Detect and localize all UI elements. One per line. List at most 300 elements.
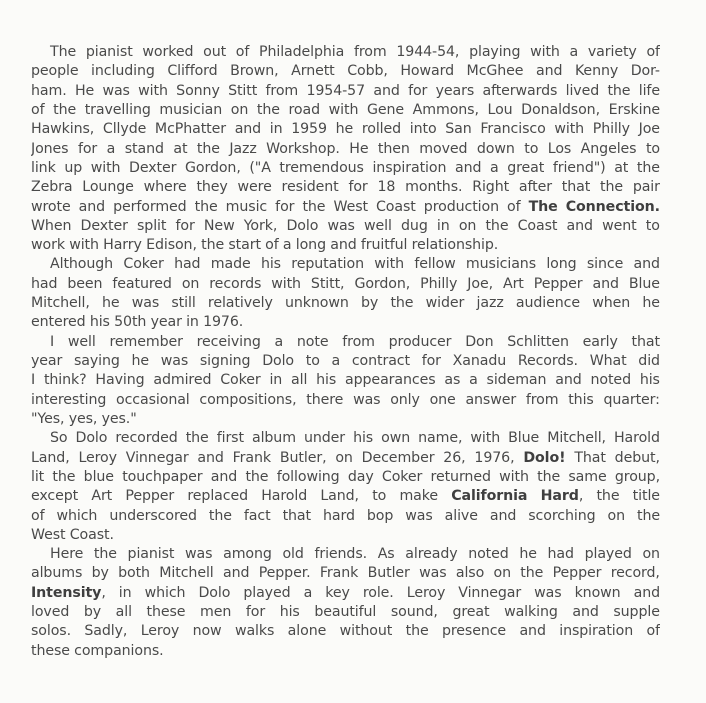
album-title-word: The (528, 198, 558, 215)
word: on (607, 507, 625, 524)
word: Art (91, 488, 113, 505)
word: of (235, 44, 250, 60)
text-line (31, 564, 660, 583)
word: Joe, (467, 275, 493, 292)
word: on (493, 565, 511, 582)
paragraph (31, 429, 660, 545)
album-title-word: Dolo! (523, 449, 566, 466)
text-line (31, 449, 660, 468)
word: Dor- (630, 63, 660, 80)
text-line (31, 410, 660, 429)
word: Coast (517, 217, 558, 234)
word: this (568, 391, 594, 408)
word: 1954-57 (306, 82, 366, 99)
word: companions. (74, 642, 164, 659)
word: they (196, 179, 228, 196)
word: by (91, 565, 109, 582)
word: his (353, 430, 374, 447)
word: Stitt (228, 82, 258, 99)
word: album (251, 430, 296, 447)
word: at (173, 140, 188, 157)
word: Vinnegar (125, 449, 189, 466)
word: Butler (367, 565, 410, 582)
word: key (325, 584, 350, 601)
word: , (578, 488, 584, 505)
word: was (405, 507, 433, 524)
word: Leroy (140, 623, 180, 640)
word: Pepper (552, 565, 602, 582)
word: think? (43, 372, 87, 389)
word: Butler, (279, 449, 327, 466)
word: without (339, 623, 393, 640)
text-line (31, 622, 660, 641)
word: West (31, 526, 66, 543)
word: Angeles (580, 140, 637, 157)
word: with (499, 468, 529, 485)
word: noted (468, 546, 509, 563)
word: was (327, 217, 355, 234)
word: recorded (115, 430, 178, 447)
word: he (102, 295, 120, 312)
word: interesting (31, 391, 107, 408)
word: December (361, 449, 435, 466)
word: Right (472, 179, 510, 196)
text-line (31, 313, 660, 332)
word: title (632, 488, 660, 505)
word: and (592, 275, 619, 292)
word: his (316, 372, 337, 389)
word: for (348, 179, 368, 196)
word: pianist (127, 546, 175, 563)
word: the (520, 565, 544, 582)
word: occasional (116, 391, 190, 408)
word: people (31, 63, 79, 80)
word: Cobb, (347, 63, 388, 80)
word: remember (109, 333, 183, 350)
word: on (642, 546, 660, 563)
word: Gene (366, 101, 405, 118)
word: 1944-54, (396, 44, 460, 60)
word: split (137, 217, 167, 234)
word: Cllyde (102, 121, 147, 138)
word: worked (142, 44, 194, 60)
word: Kenny (574, 63, 619, 80)
word: Francisco (480, 121, 546, 138)
word: and (222, 565, 250, 582)
word: Blue (628, 275, 660, 292)
word: playing (469, 44, 521, 60)
word: Arnett (291, 63, 335, 80)
word: the (390, 295, 414, 312)
liner-notes-text (31, 43, 660, 661)
word: Harry (103, 237, 142, 254)
word: and (197, 449, 224, 466)
word: for (175, 217, 195, 234)
word: his (89, 314, 110, 331)
word: for (245, 604, 266, 621)
word: a (469, 372, 478, 389)
word: same (568, 468, 607, 485)
word: own (381, 430, 411, 447)
word: among (223, 546, 272, 563)
word: only (390, 391, 420, 408)
word: Mitchell, (547, 430, 606, 447)
word: in (269, 372, 283, 389)
word: Having (95, 372, 145, 389)
word: noted (590, 372, 631, 389)
word: and (234, 121, 262, 138)
word: he (642, 295, 660, 312)
word: and (78, 198, 106, 215)
word: He (349, 140, 369, 157)
word: note (296, 333, 329, 350)
word: well (364, 217, 392, 234)
word: a (489, 159, 499, 176)
word: musicians (465, 256, 536, 273)
paragraph (31, 545, 660, 661)
word: Clifford (167, 63, 218, 80)
word: a (274, 333, 284, 350)
word: played (584, 546, 632, 563)
text-line (31, 62, 660, 81)
word: albums (31, 565, 83, 582)
word: first (216, 430, 244, 447)
word: the (194, 198, 218, 215)
word: including (91, 63, 155, 80)
word: link (31, 159, 56, 176)
word: months. (405, 179, 463, 196)
word: inspiration (372, 159, 447, 176)
word: start (228, 237, 261, 254)
word: at (614, 159, 629, 176)
word: York, (243, 217, 278, 234)
word: for (408, 82, 428, 99)
word: for (77, 140, 98, 157)
word: Jones (31, 140, 69, 157)
word: his (639, 372, 660, 389)
word: where (143, 179, 187, 196)
word: and (555, 372, 582, 389)
word: Philly (420, 275, 458, 292)
word: audience (515, 295, 580, 312)
word: Joe (638, 121, 660, 138)
word: yes, (68, 410, 98, 427)
word: to (305, 353, 320, 369)
word: for (421, 353, 441, 369)
word: the (600, 179, 623, 196)
word: production (423, 198, 499, 215)
word: Leroy (406, 584, 446, 601)
word: 50th (114, 314, 147, 331)
word: he (335, 121, 354, 138)
word: Pepper (125, 488, 175, 505)
word: Dolo (198, 584, 231, 601)
word: were (237, 179, 272, 196)
word: San (445, 121, 472, 138)
word: ham. (31, 82, 67, 99)
text-line (31, 352, 660, 371)
word: dug (401, 217, 428, 234)
word: presence (441, 623, 507, 640)
word: Dolo (262, 353, 295, 369)
word: Frank (319, 565, 359, 582)
word: relationship. (411, 237, 499, 254)
word: was (534, 584, 562, 601)
word: compositions, (199, 391, 297, 408)
word: McGhee (466, 63, 524, 80)
word: following (276, 468, 340, 485)
text-line (31, 545, 660, 564)
word: fact (243, 507, 271, 524)
word: Donaldson, (521, 101, 600, 118)
word: to (645, 217, 660, 234)
word: played (243, 584, 291, 601)
word: replaced (187, 488, 248, 505)
word: 1976. (203, 314, 244, 331)
text-line (31, 43, 660, 62)
word: Although (50, 256, 114, 273)
album-title-word: Intensity (31, 584, 102, 601)
word: Hawkins, (31, 121, 95, 138)
word: and (210, 468, 238, 485)
text-line (31, 333, 660, 352)
word: 26, (443, 449, 466, 466)
word: lit (31, 468, 45, 485)
word: one (429, 391, 456, 408)
word: well (67, 333, 96, 350)
word: had (547, 546, 574, 563)
word: of (646, 623, 660, 640)
word: was (419, 565, 447, 582)
word: Xanadu (452, 353, 507, 369)
word: Coker (123, 256, 164, 273)
word: went (602, 217, 637, 234)
word: a (106, 140, 116, 157)
word: beautiful (314, 604, 377, 621)
word: alive (444, 507, 478, 524)
word: in (269, 121, 283, 138)
word: I (31, 372, 36, 389)
word: Pepper (533, 275, 583, 292)
word: the (596, 488, 620, 505)
word: and (572, 604, 599, 621)
word: Gordon, (354, 275, 411, 292)
word: on (181, 275, 200, 292)
word: quarter: (603, 391, 660, 408)
text-line (31, 82, 660, 101)
word: Dexter (129, 159, 177, 176)
word: down (476, 140, 515, 157)
word: sideman (486, 372, 547, 389)
word: with (90, 159, 121, 176)
word: Land, (320, 488, 359, 505)
word: name, (418, 430, 463, 447)
word: now (192, 623, 222, 640)
word: the (256, 101, 280, 118)
word: hard (322, 507, 355, 524)
word: the (196, 140, 220, 157)
paragraph (31, 333, 660, 430)
word: Jazz (229, 140, 257, 157)
word: both (118, 565, 150, 582)
word: record, (610, 565, 660, 582)
word: Land, (31, 449, 70, 466)
word: Sadly, (84, 623, 128, 640)
word: great (507, 159, 545, 176)
word: pianist (85, 44, 133, 60)
word: relatively (207, 295, 273, 312)
word: been (67, 275, 103, 292)
word: fellow (414, 256, 456, 273)
word: Blue (508, 430, 540, 447)
word: moved (419, 140, 468, 157)
word: did (638, 353, 660, 369)
word: with (554, 121, 585, 138)
text-line (31, 642, 660, 661)
word: Howard (400, 63, 454, 80)
word: all (115, 604, 132, 621)
text-line (31, 275, 660, 294)
text-line (31, 255, 660, 274)
word: except (31, 488, 79, 505)
word: admired (153, 372, 212, 389)
word: debut, (614, 449, 660, 466)
word: musician (159, 101, 223, 118)
word: to (372, 488, 387, 505)
word: friend") (552, 159, 606, 176)
text-line (31, 236, 660, 255)
word: stand (124, 140, 164, 157)
word: When (31, 217, 72, 234)
word: the (636, 159, 660, 176)
word: and (489, 507, 517, 524)
word: Dexter (80, 217, 128, 234)
word: That (574, 449, 606, 466)
word: the (537, 468, 561, 485)
word: his (260, 256, 281, 273)
word: on (458, 217, 477, 234)
word: of (31, 507, 45, 524)
word: the (245, 468, 269, 485)
word: supple (613, 604, 660, 621)
word: blue (83, 468, 114, 485)
text-line (31, 294, 660, 313)
word: music (225, 198, 268, 215)
word: and (566, 217, 593, 234)
word: of (646, 44, 660, 60)
word: saying (73, 353, 120, 369)
word: The (50, 44, 77, 60)
text-line (31, 371, 660, 390)
word: and (330, 237, 357, 254)
word: Workshop. (266, 140, 340, 157)
text-line (31, 217, 660, 236)
word: out (203, 44, 227, 60)
word: and (519, 623, 546, 640)
word: as (444, 372, 461, 389)
paragraph (31, 255, 660, 332)
word: he (519, 546, 537, 563)
word: long (546, 256, 577, 273)
word: Art (502, 275, 524, 292)
word: year (150, 314, 182, 331)
word: pair (632, 179, 660, 196)
word: all (291, 372, 308, 389)
word: Stitt, (310, 275, 345, 292)
word: long (295, 237, 326, 254)
word: of (507, 198, 521, 215)
word: Coker (381, 468, 423, 485)
word: was (131, 295, 160, 312)
album-title-word: Hard (540, 488, 579, 505)
word: scorching (528, 507, 596, 524)
word: appearances (345, 372, 436, 389)
word: made (210, 256, 251, 273)
word: featured (112, 275, 172, 292)
word: Sonny (176, 82, 220, 99)
word: which (144, 584, 186, 601)
word: on (230, 101, 249, 118)
word: was (160, 353, 189, 369)
word: the (201, 237, 225, 254)
word: McPhatter (154, 121, 226, 138)
word: Here (50, 546, 84, 563)
word: Zebra (31, 179, 73, 196)
word: records (209, 275, 262, 292)
word: role. (362, 584, 394, 601)
word: old (282, 546, 304, 563)
word: wider (425, 295, 465, 312)
word: Los (547, 140, 572, 157)
word: a (569, 44, 579, 60)
word: known (574, 584, 621, 601)
word: with (138, 82, 168, 99)
word: Brown, (230, 63, 279, 80)
word: Edison, (146, 237, 197, 254)
word: in (436, 217, 450, 234)
word: life (638, 82, 660, 99)
word: lived (565, 82, 600, 99)
word: What (589, 353, 627, 369)
word: that (561, 179, 591, 196)
word: "Yes, (31, 410, 65, 427)
word: of (265, 237, 279, 254)
word: great (452, 604, 490, 621)
word: Mitchell (159, 565, 214, 582)
word: afterwards (482, 82, 558, 99)
word: then (377, 140, 410, 157)
text-line (31, 391, 660, 410)
word: Coker (220, 372, 261, 389)
word: As (377, 546, 395, 563)
word: sound, (390, 604, 438, 621)
word: and (373, 82, 400, 99)
word: I (50, 333, 55, 350)
word: under (303, 430, 346, 447)
word: West (333, 198, 368, 215)
word: the (53, 101, 77, 118)
word: Lou (487, 101, 513, 118)
word: bop (366, 507, 394, 524)
word: Harold (613, 430, 660, 447)
word: Leroy (78, 449, 117, 466)
word: , (101, 584, 106, 601)
word: by (361, 295, 379, 312)
word: from (265, 82, 299, 99)
text-line (31, 468, 660, 487)
word: years (435, 82, 475, 99)
word: with (271, 275, 301, 292)
